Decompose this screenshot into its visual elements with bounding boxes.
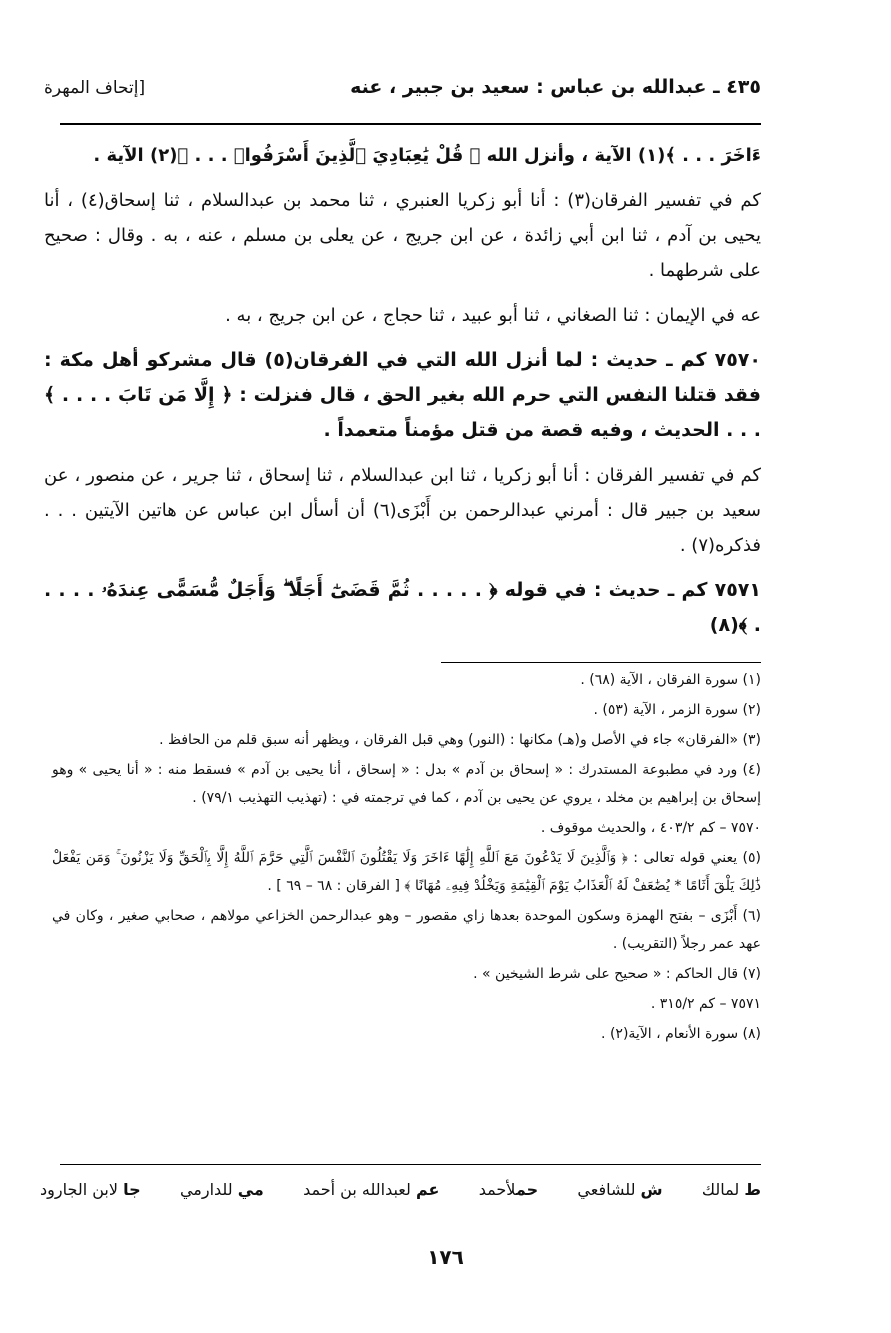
paragraph-isnad-3: كم في تفسير الفرقان : أنا أبو زكريا ، ثنا ابن عبدالسلام ، ثنا إسحاق ، ثنا جرير ، عن منصور ، عن سعيد بن جبير قال : أمرني عبدالرحمن بن أَبْزَى(٦) أن أسأل ابن عباس عن هاتين الآيتين . . . فذكره(٧) . (44, 465, 761, 556)
paragraph-isnad-2: عه في الإيمان : ثنا الصغاني ، ثنا أبو عبيد ، ثنا حجاج ، عن ابن جريج ، به . (225, 305, 761, 326)
page-number: ١٧٦ (427, 1245, 464, 1269)
footnote-2: (٢) سورة الزمر ، الآية (٥٣) . (593, 702, 761, 718)
header-rule (60, 123, 761, 125)
footnote-1: (١) سورة الفرقان ، الآية (٦٨) . (580, 672, 761, 688)
footnote-5: (٥) يعني قوله تعالى : ﴿ وَٱلَّذِينَ لَا يَدْعُونَ مَعَ ٱللَّهِ إِلَٰهًا ءَاخَرَ وَلَا يَقْتُلُونَ ٱلنَّفْسَ ٱلَّتِي حَرَّمَ ٱللَّهُ إِلَّا بِٱلْحَقِّ وَلَا يَزْنُونَ ۚ وَمَن يَفْعَلْ ذَٰلِكَ يَلْقَ أَثَامًا * يُضَٰعَفْ لَهُ ٱلْعَذَابُ يَوْمَ ٱلْقِيَٰمَةِ وَيَخْلُدْ فِيهِۦ مُهَانًا ﴾ [ الفرقان : ٦٨ – ٦٩ ] . (52, 850, 761, 894)
paragraph-verse-continuation: ءَاخَرَ . . . ﴾(١) الآية ، وأنزل الله ﴿ قُلْ يَٰعِبَادِيَ ٱلَّذِينَ أَسْرَفُوا۟ . . . ﴾(٢) الآية . (93, 145, 761, 166)
footnote-7571-ref: ٧٥٧١ – كم ٣١٥/٢ . (650, 996, 761, 1012)
abbreviations-key (40, 1180, 761, 1199)
footnote-4: (٤) ورد في مطبوعة المستدرك : « إسحاق بن آدم » بدل : « إسحاق ، أنا يحيى بن آدم » فسقط منه : « أنا يحيى » وهو إسحاق بن إبراهيم بن مخلد ، يروي عن يحيى بن آدم ، كما في ترجمته في : (تهذيب التهذيب ٧٩/١) . (52, 762, 761, 806)
footnote-3: (٣) «الفرقان» جاء في الأصل و(هـ) مكانها : (النور) وهي قبل الفرقان ، ويظهر أنه سبق قلم من الحافظ . (159, 732, 761, 748)
abbr-item: عم لعبدالله بن أحمد (303, 1180, 440, 1199)
running-header-book: [إتحاف المهرة (44, 78, 146, 98)
paragraph-isnad-1: كم في تفسير الفرقان(٣) : أنا أبو زكريا العنبري ، ثنا محمد بن عبدالسلام ، ثنا إسحاق(٤) ، أنا يحيى بن آدم ، ثنا ابن أبي زائدة ، عن ابن جريج ، عن يعلى بن مسلم ، عنه ، به . وقال : صحيح على شرطهما . (44, 190, 761, 281)
abbr-item: حملأحمد (478, 1180, 539, 1199)
abbr-item: ط لمالك (701, 1180, 761, 1199)
hadith-7570: ٧٥٧٠ كم ـ حديث : لما أنزل الله التي في الفرقان(٥) قال مشركو أهل مكة : فقد قتلنا النفس التي حرم الله بغير الحق ، قال فنزلت : ﴿ إِلَّا مَن تَابَ . . . . ﴾ . . . الحديث ، وفيه قصة من قتل مؤمناً متعمداً . (44, 349, 761, 441)
hadith-7571: ٧٥٧١ كم ـ حديث : في قوله ﴿ . . . . . ثُمَّ قَضَىٰٓ أَجَلًا ۖ وَأَجَلٌ مُّسَمًّى عِندَهُۥ . . . . . ﴾(٨) (44, 579, 761, 636)
footnote-7: (٧) قال الحاكم : « صحيح على شرط الشيخين » . (473, 966, 761, 982)
footnote-7570-ref: ٧٥٧٠ – كم ٤٠٣/٢ ، والحديث موقوف . (540, 820, 761, 836)
abbr-item: مي للدارمي (179, 1180, 264, 1199)
abbr-item: ش للشافعي (577, 1180, 663, 1199)
abbreviations-rule (60, 1164, 761, 1165)
footnotes (52, 666, 761, 1050)
footnote-6: (٦) أَبْزَى – بفتح الهمزة وسكون الموحدة بعدها زاي مقصور – وهو عبدالرحمن الخزاعي مولاهم ، صحابي صغير ، وكان في عهد عمر رجلاً (التقريب) . (52, 908, 761, 952)
footnote-8: (٨) سورة الأنعام ، الآية(٢) . (601, 1026, 761, 1042)
footnotes-rule (441, 662, 761, 663)
running-header-title: ٤٣٥ ـ عبدالله بن عباس : سعيد بن جبير ، عنه (350, 76, 761, 98)
main-text (44, 138, 761, 653)
abbr-item: جا لابن الجارود (40, 1180, 141, 1199)
